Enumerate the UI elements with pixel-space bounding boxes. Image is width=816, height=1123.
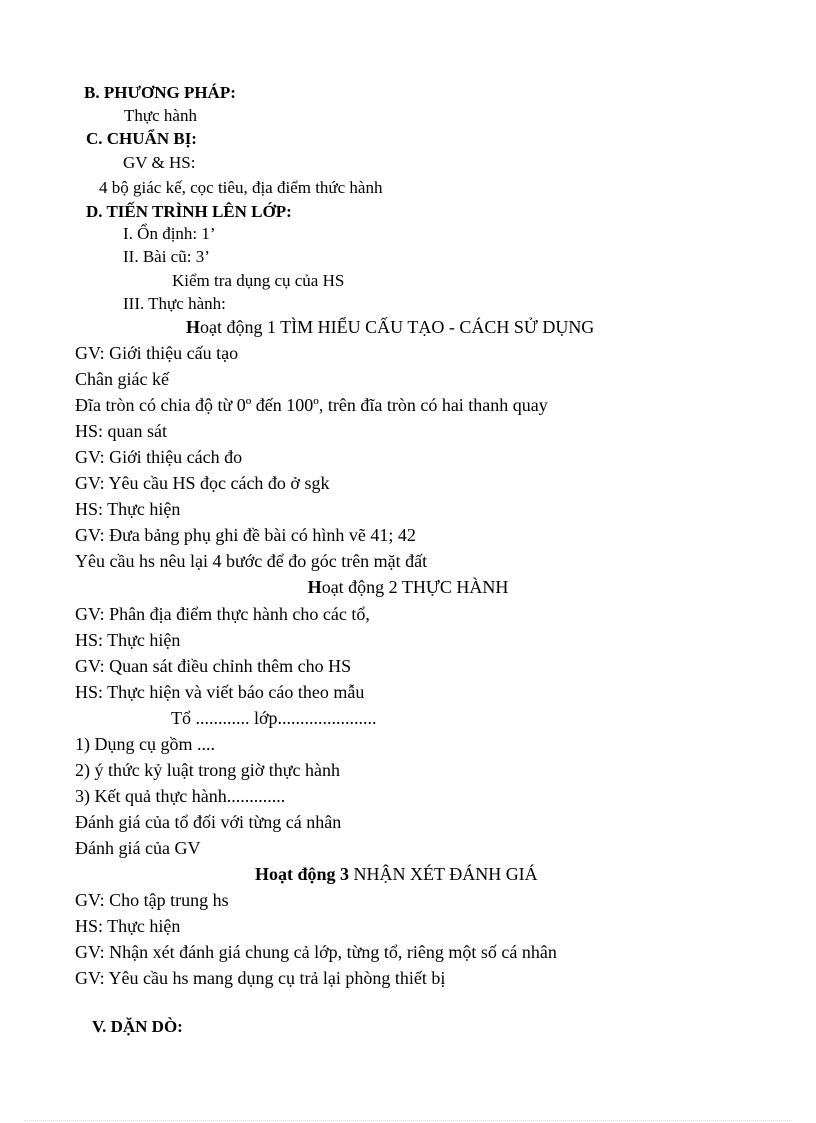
activity2-line: GV: Phân địa điểm thực hành cho các tổ,	[75, 604, 370, 624]
activity1-line: GV: Giới thiệu cách đo	[75, 447, 243, 467]
section-b-title: B. PHƯƠNG PHÁP:	[84, 83, 236, 102]
activity1-heading-rest: oạt động 1 TÌM HIỂU CẤU TẠO - CÁCH SỬ DỤNG	[200, 317, 595, 337]
report-item: 1) Dụng cụ gồm ....	[75, 734, 215, 754]
activity3-heading-bold: Hoạt động 3	[255, 864, 350, 884]
activity3-heading-rest: NHẬN XÉT ĐÁNH GIÁ	[349, 864, 538, 884]
activity2-heading	[0, 576, 816, 598]
closing-title: V. DẶN DÒ:	[92, 1017, 183, 1036]
report-item: 2) ý thức kỷ luật trong giờ thực hành	[75, 760, 340, 780]
activity1-heading-bold: H	[186, 317, 201, 337]
section-b-body: Thực hành	[124, 106, 197, 125]
activity2-line: HS: Thực hiện	[75, 630, 181, 650]
section-c-line2: 4 bộ giác kế, cọc tiêu, địa điểm thức hành	[99, 178, 383, 197]
eval-line: Đánh giá của GV	[75, 838, 201, 858]
activity2-heading-rest: oạt động 2 THỰC HÀNH	[321, 577, 509, 597]
activity3-line: HS: Thực hiện	[75, 916, 181, 936]
activity1-line: HS: Thực hiện	[75, 499, 181, 519]
section-d-item2: II. Bài cũ: 3’	[123, 247, 210, 266]
eval-line: Đánh giá của tổ đối với từng cá nhân	[75, 812, 342, 832]
activity2-line: HS: Thực hiện và viết báo cáo theo mẫu	[75, 682, 365, 702]
activity1-line: Chân giác kế	[75, 369, 169, 389]
section-d-item2-sub: Kiểm tra dụng cụ của HS	[172, 271, 345, 290]
activity1-line: GV: Giới thiệu cấu tạo	[75, 343, 239, 363]
activity3-line: GV: Cho tập trung hs	[75, 890, 229, 910]
activity1-line: Đĩa tròn có chia độ từ 0º đến 100º, trên đĩa tròn có hai thanh quay	[75, 395, 548, 415]
page-bottom-divider	[24, 1120, 792, 1121]
section-c-line1: GV & HS:	[123, 153, 196, 172]
activity3-line: GV: Nhận xét đánh giá chung cả lớp, từng tổ, riêng một số cá nhân	[75, 942, 557, 962]
activity1-heading	[186, 316, 594, 338]
section-c-title: C. CHUẨN BỊ:	[86, 129, 197, 148]
section-d-title: D. TIẾN TRÌNH LÊN LỚP:	[86, 202, 292, 221]
activity2-line: GV: Quan sát điều chỉnh thêm cho HS	[75, 656, 352, 676]
section-d-item3: III. Thực hành:	[123, 294, 226, 313]
activity2-heading-bold: H	[307, 577, 322, 597]
activity1-line: HS: quan sát	[75, 421, 167, 441]
activity3-line: GV: Yêu cầu hs mang dụng cụ trả lại phòng thiết bị	[75, 968, 446, 988]
report-header: Tổ ............ lớp......................	[171, 708, 377, 728]
activity1-line: GV: Yêu cầu HS đọc cách đo ở sgk	[75, 473, 330, 493]
activity1-line: GV: Đưa bảng phụ ghi đề bài có hình vẽ 41; 42	[75, 525, 416, 545]
report-item: 3) Kết quả thực hành.............	[75, 786, 286, 806]
activity1-line: Yêu cầu hs nêu lại 4 bước để đo góc trên mặt đất	[75, 551, 428, 571]
activity3-heading	[255, 863, 538, 885]
section-d-item1: I. Ổn định: 1’	[123, 224, 216, 243]
